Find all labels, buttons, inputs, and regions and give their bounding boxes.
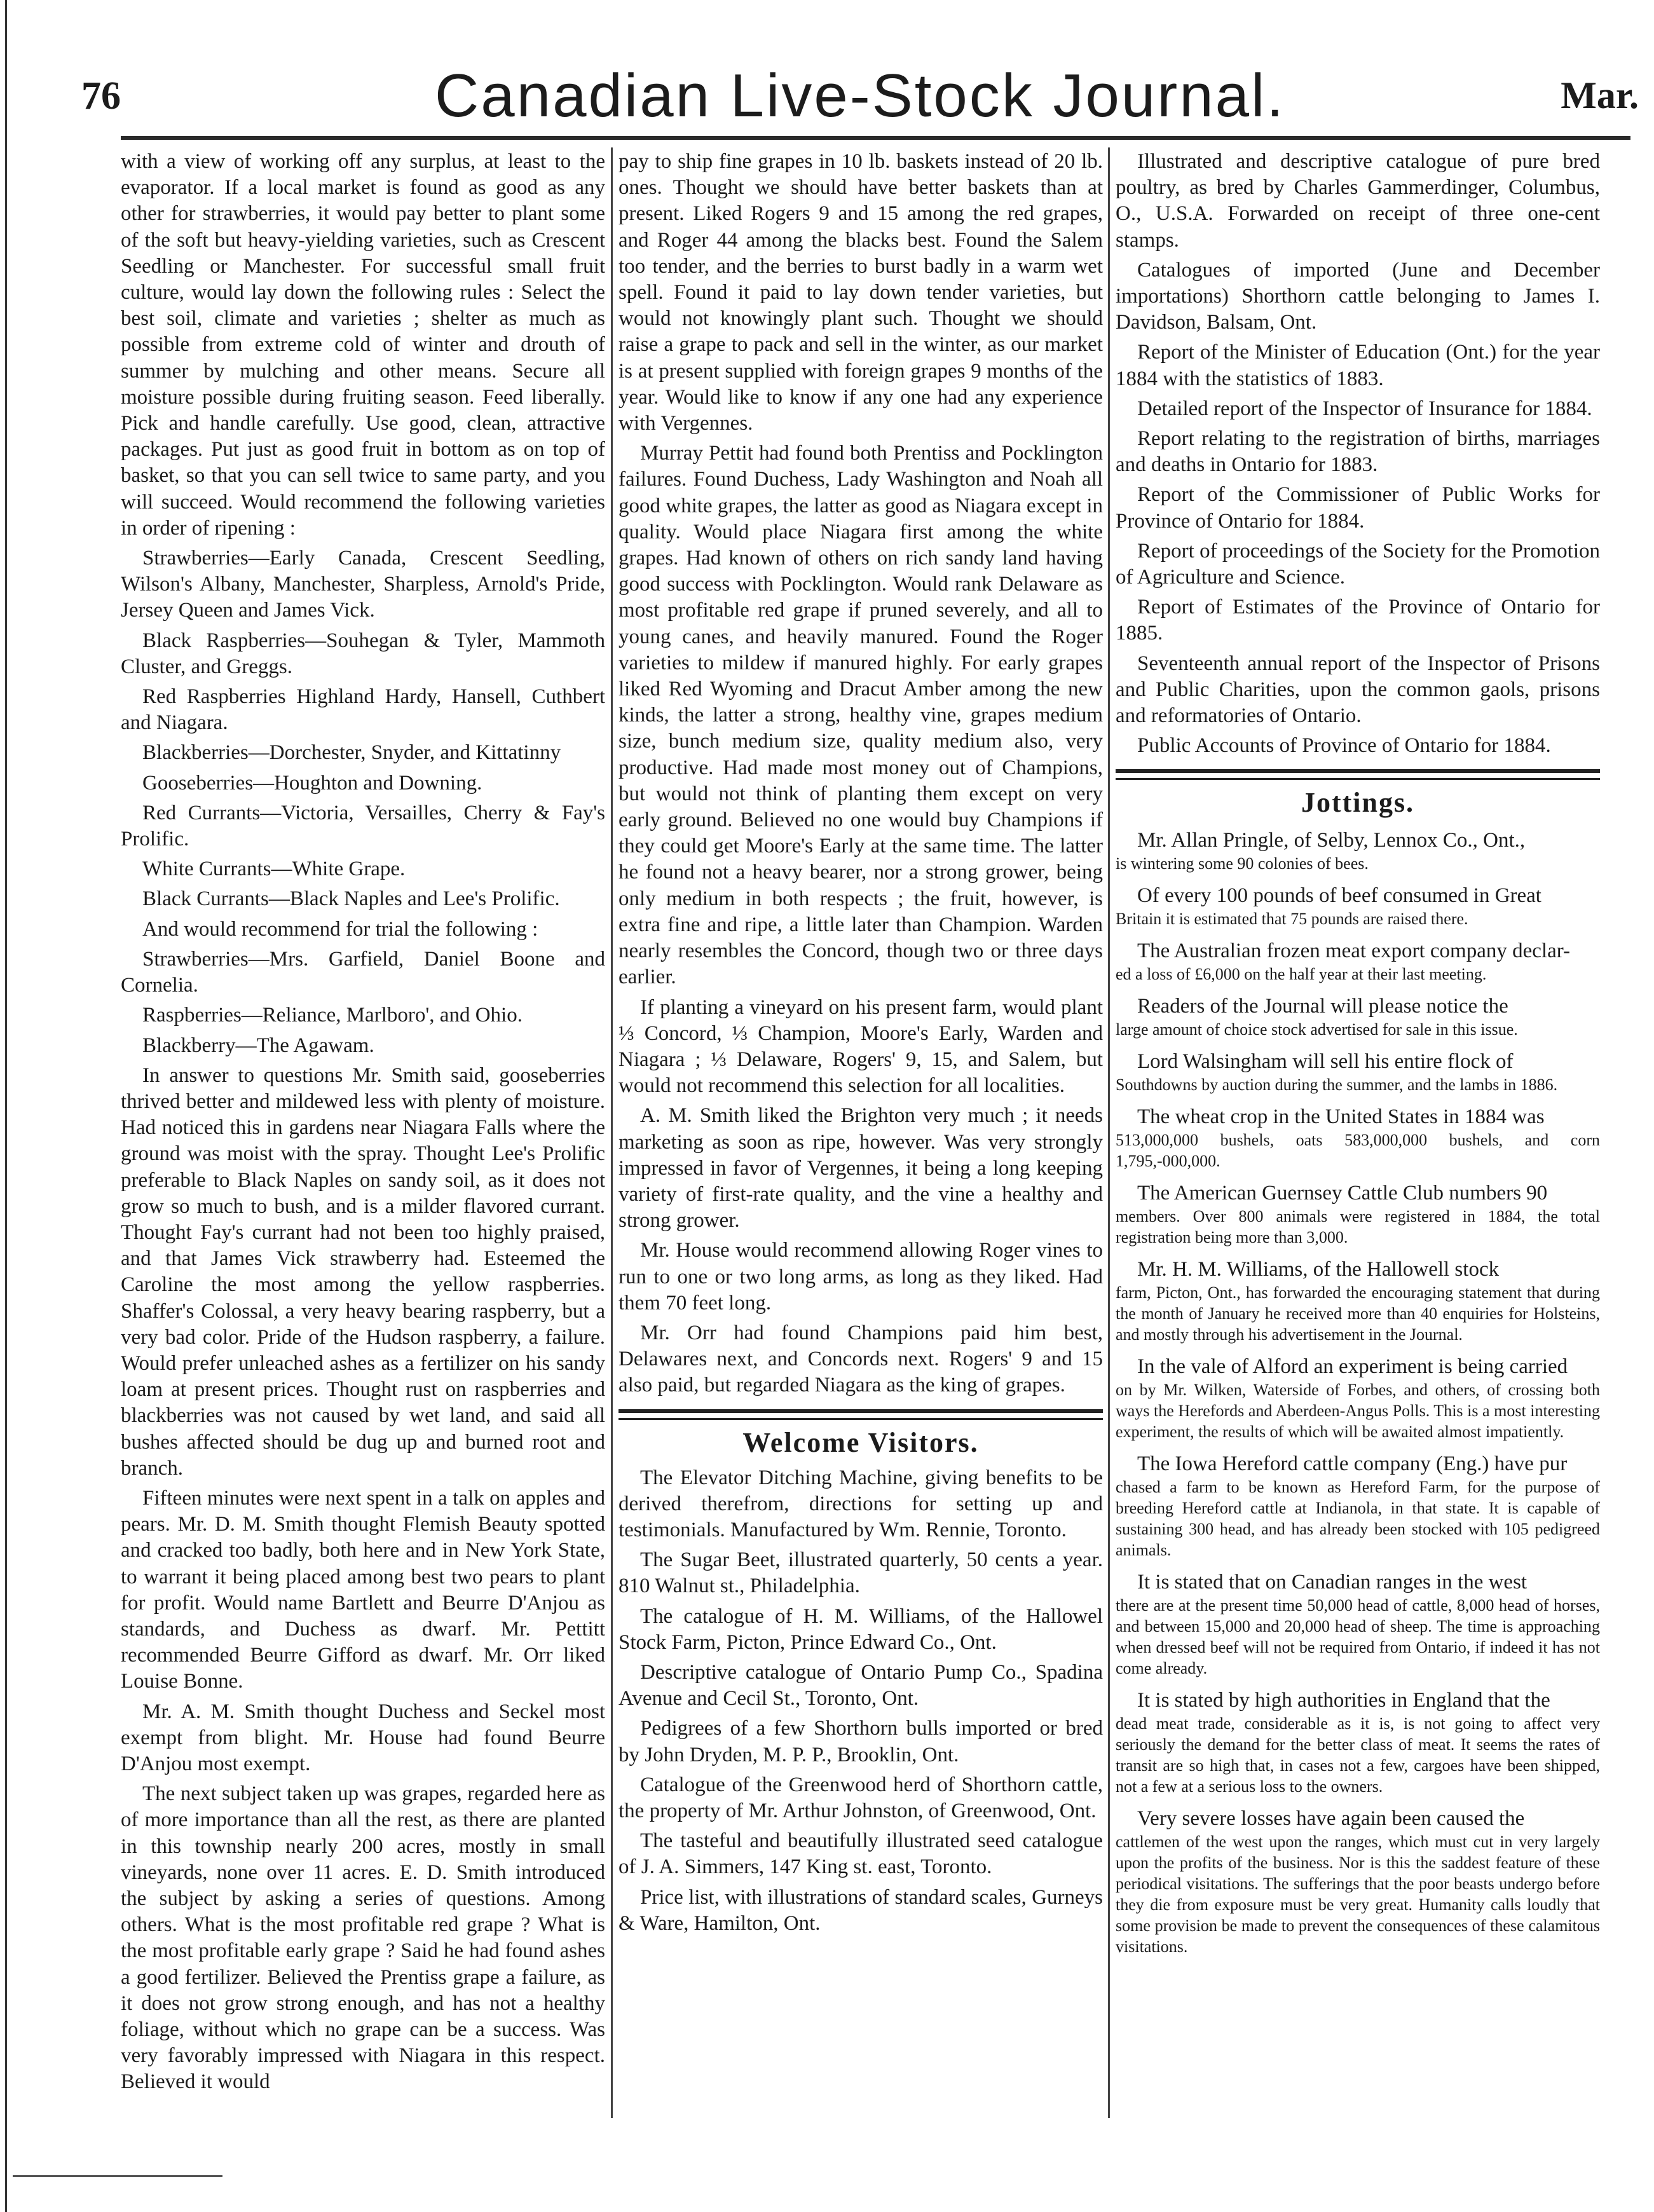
variety-list-item: White Currants—White Grape. bbox=[142, 857, 406, 881]
catalogue-notice: Seventeenth annual report of the Inspector of Prisons and Public Charities, upon the common gaols, prisons and reformatories of Ontario. bbox=[1116, 652, 1600, 728]
catalogue-notice: Detailed report of the Inspector of Insurance for 1884. bbox=[1137, 397, 1592, 420]
variety-list-item: Black Currants—Black Naples and Lee's Prolific. bbox=[142, 887, 560, 911]
article-paragraph: with a view of working off any surplus, at least to the evaporator. If a local market is found as good as any other for strawberries, it would pay better to plant some of the soft but heavy-yielding varieties, such as Crescent Seedling or Manchester. For successful small fruit culture, would lay down the following rules : Select the best soil, climate and varieties ; shelter as much as possible from extreme cold of winter and drouth of summer by mulching and other means. Secure all moisture possible during fruiting season. Feed liberally. Pick and handle carefully. Use good, clean, attractive packages. Put just as good fruit in bottom as on top of basket, so that you can sell twice to same party, and you will succeed. Would recommend the following varieties in order of ripening : bbox=[121, 150, 605, 540]
variety-list-item: Gooseberries—Houghton and Downing. bbox=[142, 771, 482, 795]
jotting-lead: The American Guernsey Cattle Club numbers 90 bbox=[1137, 1182, 1548, 1205]
catalogue-notice: Descriptive catalogue of Ontario Pump Co., Spadina Avenue and Cecil St., Toronto, Ont. bbox=[619, 1660, 1103, 1710]
catalogue-notice: Report of the Commissioner of Public Works for Province of Ontario for 1884. bbox=[1116, 483, 1600, 533]
catalogue-notice: Catalogue of the Greenwood herd of Shorthorn cattle, the property of Mr. Arthur Johnston, of Greenwood, Ont. bbox=[619, 1773, 1103, 1822]
page-header bbox=[81, 61, 1639, 131]
scan-edge-line bbox=[5, 0, 7, 2212]
column-divider bbox=[1108, 147, 1110, 2118]
jotting-text: chased a farm to be known as Hereford Farm, for the purpose of breeding Hereford cattle at Indianola, in that state. It is capable of sustaining 300 head, and has already been stocked with 105 pedigreed animals. bbox=[1116, 1478, 1600, 1560]
journal-title: Canadian Live-Stock Journal. bbox=[434, 62, 1286, 130]
jotting-text: Southdowns by auction during the summer, and the lambs in 1886. bbox=[1116, 1075, 1558, 1095]
column-2 bbox=[619, 149, 1103, 2126]
issue-month: Mar. bbox=[1561, 74, 1639, 116]
article-paragraph: Mr. A. M. Smith thought Duchess and Seckel most exempt from blight. Mr. House had found Beurre D'Anjou most exempt. bbox=[121, 1700, 605, 1775]
variety-list-item: Blackberry—The Agawam. bbox=[142, 1034, 374, 1057]
jotting-text: farm, Picton, Ont., has forwarded the encouraging statement that during the month of January he received more than 40 enquiries for Holsteins, and mostly through his advertisement in the Journal. bbox=[1116, 1283, 1600, 1344]
catalogue-notice: Catalogues of imported (June and December importations) Shorthorn cattle belonging to James I. Davidson, Balsam, Ont. bbox=[1116, 258, 1600, 334]
variety-list-item: Black Raspberries—Souhegan & Tyler, Mammoth Cluster, and Greggs. bbox=[121, 629, 605, 678]
catalogue-notice: Report relating to the registration of births, marriages and deaths in Ontario for 1883. bbox=[1116, 427, 1600, 477]
jotting-lead: In the vale of Alford an experiment is being carried bbox=[1137, 1355, 1568, 1379]
jotting-text: cattlemen of the west upon the ranges, which must cut in very largely upon the profits of the business. Nor is this the saddest feature of these periodical visitations. The sufferings that the poor beasts undergo before they die from exposure must be very great. Humanity calls loudly that some provision be made to prevent the consequences of these calamitous visitations. bbox=[1116, 1833, 1600, 1956]
section-rule bbox=[619, 1418, 1103, 1420]
jotting-text: on by Mr. Wilken, Waterside of Forbes, and others, of crossing both ways the Herefords and Aberdeen-Angus Polls. This is a most interesting experiment, the results of which will be awaited almost impatiently. bbox=[1116, 1381, 1600, 1442]
variety-list-item: Strawberries—Early Canada, Crescent Seedling, Wilson's Albany, Manchester, Sharpless, Arnold's Pride, Jersey Queen and James Vick. bbox=[121, 547, 605, 622]
article-paragraph: If planting a vineyard on his present farm, would plant ⅓ Concord, ⅓ Champion, Moore's Early, Warden and Niagara ; ⅓ Delaware, Rogers' 9, 15, and Salem, but would not recommend this selection for all localities. bbox=[619, 995, 1103, 1098]
column-divider bbox=[611, 147, 613, 2118]
variety-list-item: Red Raspberries Highland Hardy, Hansell, Cuthbert and Niagara. bbox=[121, 685, 605, 735]
article-paragraph: Mr. Orr had found Champions paid him best, Delawares next, and Concords next. Rogers' 9 and 15 also paid, but regarded Niagara as the king of grapes. bbox=[619, 1321, 1103, 1397]
jotting-text: large amount of choice stock advertised for sale in this issue. bbox=[1116, 1020, 1518, 1039]
article-paragraph: Mr. House would recommend allowing Roger vines to run to one or two long arms, as long as they liked. Had them 70 feet long. bbox=[619, 1239, 1103, 1314]
article-paragraph: And would recommend for trial the following : bbox=[142, 917, 538, 941]
jotting-text: ed a loss of £6,000 on the half year at their last meeting. bbox=[1116, 965, 1487, 984]
jotting-text: is wintering some 90 colonies of bees. bbox=[1116, 854, 1369, 873]
article-paragraph: A. M. Smith liked the Brighton very much ; it needs marketing as soon as ripe, however. Was very strongly impressed in favor of Vergennes, it being a long keeping variety of first-rate quality, and the vine a healthy and strong grower. bbox=[619, 1104, 1103, 1232]
footer-rule bbox=[13, 2175, 222, 2177]
jotting-lead: Very severe losses have again been caused the bbox=[1137, 1807, 1525, 1831]
jotting-lead: Lord Walsingham will sell his entire flock of bbox=[1137, 1050, 1514, 1074]
section-rule bbox=[1116, 778, 1600, 780]
catalogue-notice: Report of proceedings of the Society for the Promotion of Agriculture and Science. bbox=[1116, 539, 1600, 589]
section-rule bbox=[619, 1409, 1103, 1413]
article-paragraph: Fifteen minutes were next spent in a talk on apples and pears. Mr. D. M. Smith thought Flemish Beauty spotted and cracked too badly, both here and in New York State, to warrant it being placed among best two pears to plant for profit. Would name Bartlett and Beurre D'Anjou as standards, and Duchess as dwarf. Mr. Pettitt recommended Beurre Gifford as dwarf. Mr. Orr liked Louise Bonne. bbox=[121, 1486, 605, 1693]
article-paragraph: Murray Pettit had found both Prentiss and Pocklington failures. Found Duchess, Lady Washington and Noah all good white grapes, the latter as good as Niagara except in quality. Would place Niagara first among the white grapes. Had known of others on rich sandy land having good success with Pocklington. Would rank Delaware as most profitable red grape if pruned severely, and all to young canes, and heavily manured. Found the Roger varieties to mildew if manured highly. For early grapes liked Red Wyoming and Dracut Amber among the new kinds, the latter a strong, healthy vine, grapes medium size, bunch medium size, quality medium also, very productive. Had made most money out of Champions, but would not think of planting them except on very early ground. Believed no one would buy Champions if they could get Moore's Early at the same time. The latter he found not a heavy bearer, nor a strong grower, being only medium in both respects ; the fruit, however, is extra fine and ripe, a little later than Champion. Warden nearly resembles the Concord, though two or three days earlier. bbox=[619, 442, 1103, 989]
jotting-text: 513,000,000 bushels, oats 583,000,000 bushels, and corn 1,795,-000,000. bbox=[1116, 1131, 1600, 1171]
catalogue-notice: Price list, with illustrations of standard scales, Gurneys & Ware, Hamilton, Ont. bbox=[619, 1885, 1103, 1935]
variety-list-item: Raspberries—Reliance, Marlboro', and Ohio. bbox=[142, 1004, 523, 1027]
catalogue-notice: Illustrated and descriptive catalogue of pure bred poultry, as bred by Charles Gammerdinger, Columbus, O., U.S.A. Forwarded on receipt of three one-cent stamps. bbox=[1116, 150, 1600, 252]
jotting-lead: It is stated that on Canadian ranges in the west bbox=[1137, 1571, 1528, 1594]
jotting-lead: The Iowa Hereford cattle company (Eng.) have pur bbox=[1137, 1452, 1568, 1476]
article-paragraph: The next subject taken up was grapes, regarded here as of more importance than all the rest, as there are planted in this township nearly 200 acres, mostly in small vineyards, none over 11 acres. E. D. Smith introduced the subject by asking a series of questions. Among others. What is the most profitable red grape ? What is the most profitable early grape ? Said he had found ashes a good fertilizer. Believed the Prentiss grape a failure, as it does not grow strong enough, and has not a healthy foliage, without which no grape can be a success. Was very favorably impressed with Niagara in this respect. Believed it would bbox=[121, 1782, 605, 2094]
jotting-lead: Readers of the Journal will please notice the bbox=[1137, 995, 1508, 1018]
catalogue-notice: The catalogue of H. M. Williams, of the Hallowel Stock Farm, Picton, Prince Edward Co., Ont. bbox=[619, 1604, 1103, 1654]
jotting-lead: It is stated by high authorities in England that the bbox=[1137, 1689, 1550, 1712]
catalogue-notice: Report of the Minister of Education (Ont.) for the year 1884 with the statistics of 1883. bbox=[1116, 341, 1600, 390]
jotting-text: members. Over 800 animals were registered in 1884, the total registration being more than 3,000. bbox=[1116, 1207, 1600, 1247]
column-1 bbox=[121, 149, 605, 2126]
jotting-text: Britain it is estimated that 75 pounds are raised there. bbox=[1116, 910, 1468, 929]
page-number: 76 bbox=[81, 74, 121, 118]
catalogue-notice: The Sugar Beet, illustrated quarterly, 50 cents a year. 810 Walnut st., Philadelphia. bbox=[619, 1548, 1103, 1598]
section-rule bbox=[1116, 769, 1600, 773]
catalogue-notice: The Elevator Ditching Machine, giving benefits to be derived therefrom, directions for setting up and testimonials. Manufactured by Wm. Rennie, Toronto. bbox=[619, 1466, 1103, 1541]
catalogue-notice: The tasteful and beautifully illustrated seed catalogue of J. A. Simmers, 147 King st. east, Toronto. bbox=[619, 1829, 1103, 1879]
jotting-lead: Of every 100 pounds of beef consumed in Great bbox=[1137, 884, 1541, 908]
jotting-lead: The Australian frozen meat export company declar- bbox=[1137, 939, 1571, 963]
catalogue-notice: Pedigrees of a few Shorthorn bulls imported or bred by John Dryden, M. P. P., Brooklin, Ont. bbox=[619, 1717, 1103, 1766]
catalogue-notice: Public Accounts of Province of Ontario for 1884. bbox=[1137, 734, 1551, 758]
article-paragraph: pay to ship fine grapes in 10 lb. baskets instead of 20 lb. ones. Thought we should have better baskets than at present. Liked Rogers 9 and 15 among the red grapes, and Roger 44 among the blacks best. Found the Salem too tender, and the berries to burst badly in a warm wet spell. Found it paid to lay down tender varieties, but would not knowingly plant such. Thought we should raise a grape to pack and sell in the winter, as our market is at present supplied with foreign grapes 9 months of the year. Would like to know if any one had any experience with Vergennes. bbox=[619, 150, 1103, 435]
article-paragraph: In answer to questions Mr. Smith said, gooseberries thrived better and mildewed less with plenty of moisture. Had noticed this in gardens near Niagara Falls where the ground was moist with the spray. Thought Lee's Prolific preferable to Black Naples on sandy soil, as it does not grow so much to bush, and is a milder flavored currant. Thought Fay's currant had not been too highly praised, and that James Vick strawberry had. Esteemed the Caroline the most among the yellow raspberries. Shaffer's Colossal, a very heavy bearing raspberry, but a very bad color. Pride of the Hudson raspberry, a failure. Would prefer unleached ashes as a fertilizer on his sandy loam at present prices. Thought rust on raspberries and blackberries was not caused by wet land, and said all bushes affected should be dug up and burned root and branch. bbox=[121, 1063, 605, 1480]
jotting-lead: Mr. Allan Pringle, of Selby, Lennox Co., Ont., bbox=[1137, 829, 1526, 852]
variety-list-item: Red Currants—Victoria, Versailles, Cherry & Fay's Prolific. bbox=[121, 801, 605, 851]
jotting-lead: The wheat crop in the United States in 1884 was bbox=[1137, 1105, 1545, 1129]
section-heading-welcome-visitors: Welcome Visitors. bbox=[742, 1426, 979, 1458]
variety-list-item: Blackberries—Dorchester, Snyder, and Kittatinny bbox=[142, 741, 561, 765]
column-3 bbox=[1116, 149, 1600, 2126]
jotting-lead: Mr. H. M. Williams, of the Hallowell stock bbox=[1137, 1258, 1500, 1281]
jotting-text: dead meat trade, considerable as it is, is not going to affect very seriously the demand for the better class of meat. It seems the rates of transit are so high that, in cases not a few, cargoes have been shipped, not a few at a serious loss to the owners. bbox=[1116, 1714, 1600, 1796]
header-rule bbox=[121, 136, 1630, 140]
jotting-text: there are at the present time 50,000 head of cattle, 8,000 head of horses, and between 15,000 and 20,000 head of sheep. The time is approaching when dressed beef will not be required from Ontario, if indeed it has not come already. bbox=[1116, 1596, 1600, 1678]
catalogue-notice: Report of Estimates of the Province of Ontario for 1885. bbox=[1116, 596, 1600, 645]
variety-list-item: Strawberries—Mrs. Garfield, Daniel Boone and Cornelia. bbox=[121, 947, 605, 997]
section-heading-jottings: Jottings. bbox=[1301, 787, 1415, 819]
